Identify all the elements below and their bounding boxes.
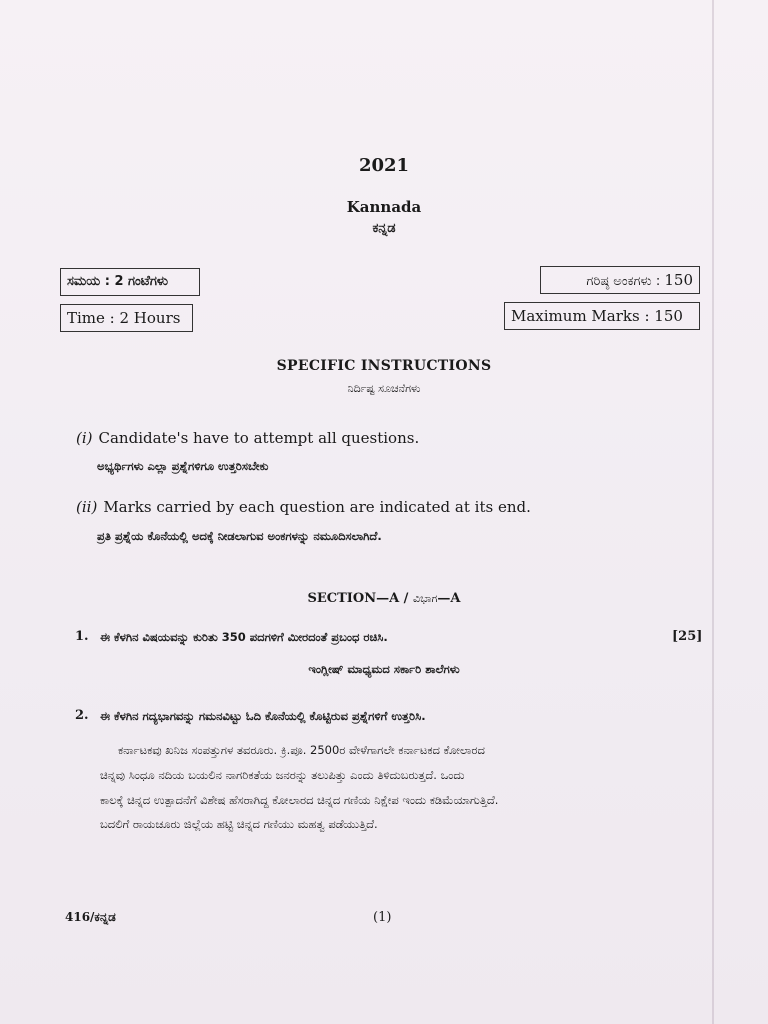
page-fold-line xyxy=(712,0,714,1024)
section-heading-english: SECTION—A / xyxy=(307,591,409,606)
instruction-text: Candidate's have to attempt all questions. xyxy=(98,429,420,447)
section-heading-suffix: —A xyxy=(437,591,461,606)
question-text: ಈ ಕೆಳಗಿನ ಗದ್ಯಭಾಗವನ್ನು ಗಮನವಿಟ್ಟು ಓದಿ ಕೊನೆಯಲ್ಲಿ ಕೊಟ್ಟಿರುವ ಪ್ರಶ್ನೆಗಳಿಗೆ ಉತ್ತರಿಸಿ. xyxy=(100,709,426,723)
question-number: 2. xyxy=(75,708,89,723)
marks-label-kannada: ಗರಿಷ್ಠ ಅಂಕಗಳು : xyxy=(586,274,661,289)
time-box-kannada: ಸಮಯ : 2 ಗಂಟೆಗಳು xyxy=(60,268,200,296)
instructions-title: SPECIFIC INSTRUCTIONS xyxy=(276,358,492,374)
paper-code: 416/ಕನ್ನಡ xyxy=(65,910,116,924)
page-number: (1) xyxy=(373,910,392,925)
instruction-item xyxy=(76,498,531,516)
instruction-number: (ii) xyxy=(76,498,98,516)
section-heading-kannada: ವಿಭಾಗ xyxy=(412,592,438,605)
subject-english: Kannada xyxy=(346,198,422,216)
exam-year: 2021 xyxy=(358,155,410,176)
section-heading xyxy=(0,591,768,606)
subject-kannada: ಕನ್ನಡ xyxy=(372,221,396,236)
instructions-title-kannada: ನಿರ್ದಿಷ್ಟ ಸೂಚನೆಗಳು xyxy=(347,382,421,395)
passage-line: ಚಿನ್ನವು ಸಿಂಧೂ ನದಿಯ ಬಯಲಿನ ನಾಗರಿಕತೆಯ ಜನರನ್ನು ತಲುಪಿತ್ತು ಎಂದು ತಿಳಿದುಬರುತ್ತದೆ. ಒಂದು xyxy=(100,768,465,782)
marks-box-english: Maximum Marks : 150 xyxy=(504,302,700,330)
marks-box-kannada xyxy=(540,266,700,294)
question-number: 1. xyxy=(75,629,89,644)
instruction-text: Marks carried by each question are indicated at its end. xyxy=(103,498,531,516)
passage-line: ಬದಲಿಗೆ ರಾಯಚೂರು ಜಿಲ್ಲೆಯ ಹಟ್ಟಿ ಚಿನ್ನದ ಗಣಿಯು ಮಹತ್ವ ಪಡೆಯುತ್ತಿದೆ. xyxy=(100,817,378,831)
passage-line: ಕಾಲಕ್ಕೆ ಚಿನ್ನದ ಉತ್ಪಾದನೆಗೆ ವಿಶೇಷ ಹೆಸರಾಗಿದ್ದ ಕೋಲಾರದ ಚಿನ್ನದ ಗಣಿಯ ನಿಕ್ಷೇಪ ಇಂದು ಕಡಿಮೆಯಾಗುತ್ತಿದೆ. xyxy=(100,793,499,807)
marks-value-kannada: 150 xyxy=(664,271,693,289)
instruction-number: (i) xyxy=(76,429,93,447)
question-marks: [25] xyxy=(672,629,703,644)
instruction-text-kannada: ಪ್ರತಿ ಪ್ರಶ್ನೆಯ ಕೊನೆಯಲ್ಲಿ ಅದಕ್ಕೆ ನೀಡಲಾಗುವ ಅಂಕಗಳನ್ನು ನಮೂದಿಸಲಾಗಿದೆ. xyxy=(97,529,382,543)
time-box-english: Time : 2 Hours xyxy=(60,304,193,332)
instruction-text-kannada: ಅಭ್ಯರ್ಥಿಗಳು ಎಲ್ಲಾ ಪ್ರಶ್ನೆಗಳಿಗೂ ಉತ್ತರಿಸಬೇಕು xyxy=(97,459,269,473)
passage-line: ಕರ್ನಾಟಕವು ಖನಿಜ ಸಂಪತ್ತುಗಳ ತವರೂರು. ಕ್ರಿ.ಪೂ. 2500ರ ವೇಳೆಗಾಗಲೇ ಕರ್ನಾಟಕದ ಕೋಲಾರದ xyxy=(118,743,485,757)
essay-topic: ಇಂಗ್ಲೀಷ್ ಮಾಧ್ಯಮದ ಸರ್ಕಾರಿ ಶಾಲೆಗಳು xyxy=(308,662,460,676)
question-text: ಈ ಕೆಳಗಿನ ವಿಷಯವನ್ನು ಕುರಿತು 350 ಪದಗಳಿಗೆ ಮೀರದಂತೆ ಪ್ರಬಂಧ ರಚಿಸಿ. xyxy=(100,630,388,644)
instruction-item xyxy=(76,429,419,447)
